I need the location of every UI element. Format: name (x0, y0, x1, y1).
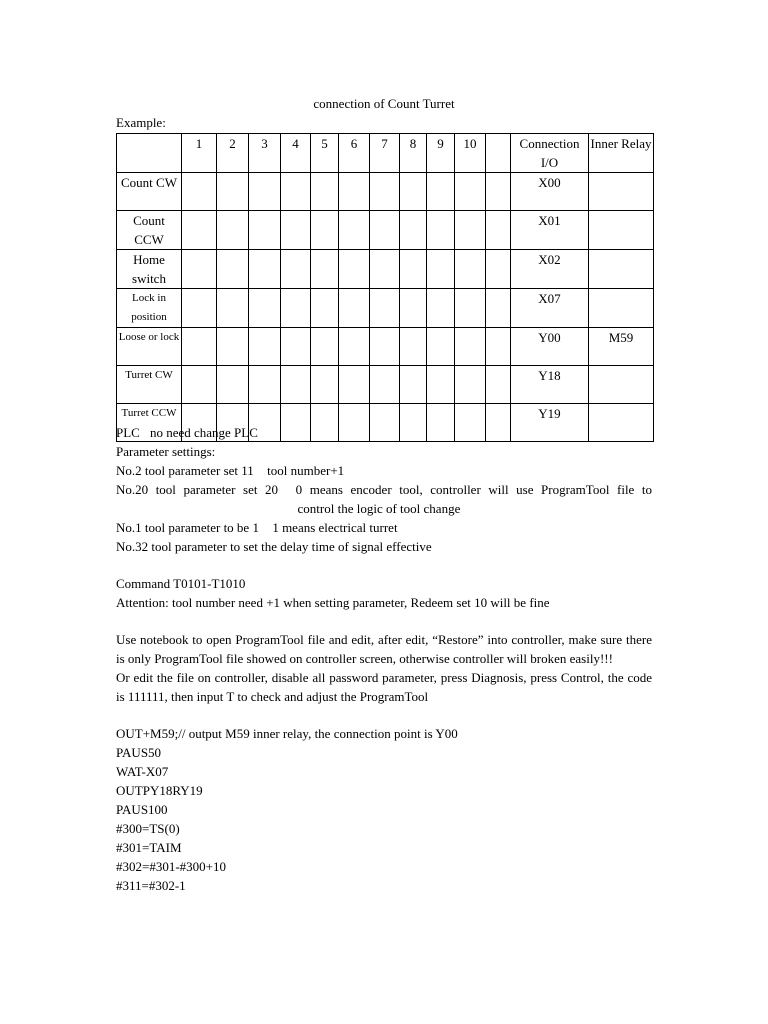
table-row (117, 366, 654, 404)
header-cell-connection-io: Connection I/O (511, 134, 589, 173)
header-cell (486, 134, 511, 173)
header-cell: 10 (455, 134, 486, 173)
code-line: #302=#301-#300+10 (116, 859, 226, 874)
row-io: X02 (511, 250, 589, 289)
code-line: OUTPY18RY19 (116, 783, 203, 798)
table-header-row (117, 134, 654, 173)
notes-section (116, 423, 652, 895)
table-row (117, 289, 654, 328)
row-io: X07 (511, 289, 589, 328)
row-relay (589, 366, 654, 404)
header-cell: 2 (217, 134, 249, 173)
code-line: #311=#302-1 (116, 878, 186, 893)
plc-note: PLC no need change PLC (116, 425, 258, 440)
code-block (116, 724, 652, 895)
code-line: OUT+M59;// output M59 inner relay, the connection point is Y00 (116, 726, 458, 741)
row-io: Y19 (511, 404, 589, 442)
example-label: Example: (116, 115, 166, 130)
table-row (117, 250, 654, 289)
parameter-2: No.2 tool parameter set 11  tool number+1  (116, 463, 355, 478)
parameter-20-line2: control the logic of tool change  (297, 501, 471, 516)
row-label: Loose or lock (117, 328, 182, 366)
row-io: Y00 (511, 328, 589, 366)
header-cell: 9 (427, 134, 455, 173)
row-label: Home switch (117, 250, 182, 289)
row-relay (589, 173, 654, 211)
table-row (117, 173, 654, 211)
parameter-1: No.1 tool parameter to be 1  1 means electrical turret  (116, 520, 408, 535)
header-cell (117, 134, 182, 173)
header-cell: 6 (339, 134, 370, 173)
header-cell: 4 (281, 134, 311, 173)
row-relay: M59 (589, 328, 654, 366)
row-relay (589, 250, 654, 289)
header-cell-inner-relay: Inner Relay (589, 134, 654, 173)
table-row (117, 211, 654, 250)
row-relay (589, 211, 654, 250)
notebook-paragraph: Use notebook to open ProgramTool file and edit, after edit, “Restore” into controller, make sure there is only ProgramTool file showed on controller screen, otherwise controller will broken easily!!! (116, 632, 652, 666)
header-cell: 7 (370, 134, 400, 173)
header-cell: 3 (249, 134, 281, 173)
row-relay (589, 289, 654, 328)
command-line: Command T0101-T1010 (116, 576, 246, 591)
code-line: WAT-X07 (116, 764, 169, 779)
code-line: PAUS100 (116, 802, 168, 817)
attention-line: Attention: tool number need +1 when setting parameter, Redeem set 10 will be fine (116, 595, 550, 610)
row-label: Turret CCW (117, 404, 182, 442)
row-label: Turret CW (117, 366, 182, 404)
parameter-20-line1: No.20 tool parameter set 20  0 means encoder tool, controller will use ProgramTool file to (116, 482, 652, 497)
row-io: X00 (511, 173, 589, 211)
table-row (117, 328, 654, 366)
row-label: Count CCW (117, 211, 182, 250)
row-io: X01 (511, 211, 589, 250)
document-title: connection of Count Turret (313, 96, 455, 111)
parameter-heading: Parameter settings: (116, 444, 216, 459)
header-cell: 1 (182, 134, 217, 173)
header-cell: 5 (311, 134, 339, 173)
code-line: #300=TS(0) (116, 821, 180, 836)
code-line: #301=TAIM (116, 840, 182, 855)
code-line: PAUS50 (116, 745, 162, 760)
row-label: Lock in position (117, 289, 182, 328)
parameter-32: No.32 tool parameter to set the delay time of signal effective (116, 539, 432, 554)
controller-edit-paragraph: Or edit the file on controller, disable all password parameter, press Diagnosis, press Control, the code is 111111, then input T to check and adjust the ProgramTool (116, 670, 652, 704)
row-label: Count CW (117, 173, 182, 211)
header-cell: 8 (400, 134, 427, 173)
turret-connection-table (116, 133, 654, 442)
row-io: Y18 (511, 366, 589, 404)
